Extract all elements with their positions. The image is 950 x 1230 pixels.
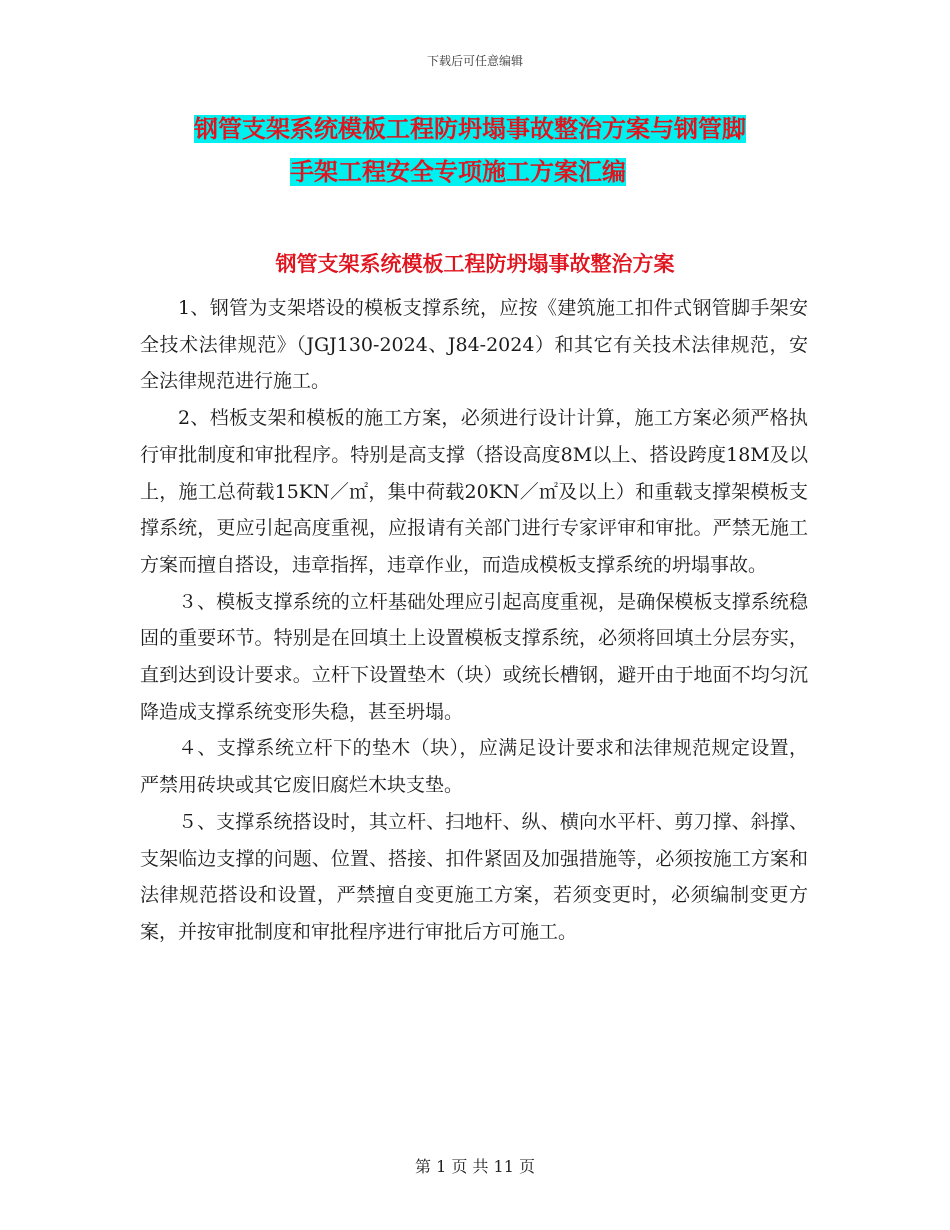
page-header-note: 下载后可任意编辑 <box>426 54 523 68</box>
document-title <box>140 108 820 194</box>
title-highlight-2: 手架工程安全专项施工方案汇编 <box>290 158 626 186</box>
section-title: 钢管支架系统模板工程防坍塌事故整治方案 <box>275 252 675 276</box>
title-highlight-1: 钢管支架系统模板工程防坍塌事故整治方案与钢管脚 <box>194 115 746 143</box>
document-body <box>140 290 808 951</box>
paragraph-2: 2、档板支架和模板的施工方案，必须进行设计计算，施工方案必须严格执行审批制度和审批程序。特别是高支撑（搭设高度8M以上、搭设跨度18M及以上，施工总荷载15KN／㎡，集中荷载20KN／㎡及以上）和重载支撑架模板支撑系统，更应引起高度重视，应报请有关部门进行专家评审和审批。严禁无施工方案而擅自搭设，违章指挥，违章作业，而造成模板支撑系统的坍塌事故。 <box>140 407 808 576</box>
paragraph-5: ５、支撑系统搭设时，其立杆、扫地杆、纵、横向水平杆、剪刀撑、斜撑、支架临边支撑的问题、位置、搭接、扣件紧固及加强措施等，必须按施工方案和法律规范搭设和设置，严禁擅自变更施工方案，若须变更时，必须编制变更方案，并按审批制度和审批程序进行审批后方可施工。 <box>140 810 808 943</box>
paragraph-4: ４、支撑系统立杆下的垫木（块），应满足设计要求和法律规范规定设置，严禁用砖块或其它废旧腐烂木块支垫。 <box>140 737 808 797</box>
page-number-footer: 第 1 页 共 11 页 <box>415 1157 535 1176</box>
paragraph-3: ３、模板支撑系统的立杆基础处理应引起高度重视，是确保模板支撑系统稳固的重要环节。特别是在回填土上设置模板支撑系统，必须将回填土分层夯实，直到达到设计要求。立杆下设置垫木（块）或统长槽钢，避开由于地面不均匀沉降造成支撑系统变形失稳，甚至坍塌。 <box>140 590 808 723</box>
document-title-line-1 <box>140 108 820 151</box>
paragraph-1: 1、钢管为支架塔设的模板支撑系统，应按《建筑施工扣件式钢管脚手架安全技术法律规范》（JGJ130-2024、J84-2024）和其它有关技术法律规范，安全法律规范进行施工。 <box>140 297 808 393</box>
document-title-line-2 <box>140 151 820 194</box>
